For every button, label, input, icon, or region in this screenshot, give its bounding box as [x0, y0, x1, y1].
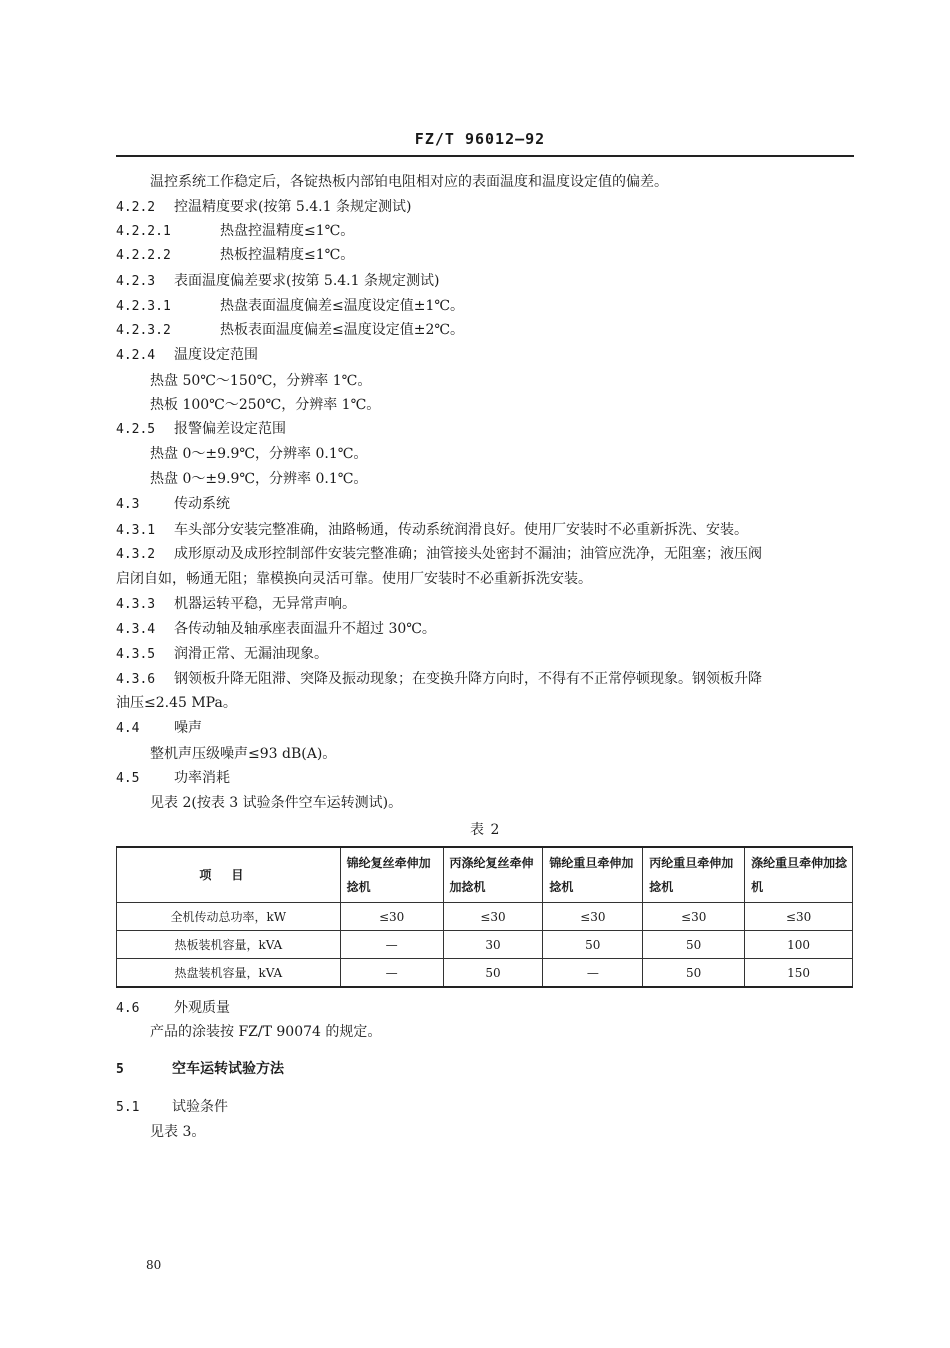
table-cell: 50 — [443, 959, 543, 988]
header-rule — [116, 155, 854, 157]
section-4-2-3: 4.2.3 表面温度偏差要求(按第 5.4.1 条规定测试) — [116, 273, 440, 289]
section-5-heading: 5 空车运转试验方法 — [116, 1061, 284, 1077]
table-header-cell: 项目 — [117, 847, 341, 903]
section-4-5: 4.5 功率消耗 — [116, 770, 230, 786]
section-4-3-1: 4.3.1 车头部分安装完整准确，油路畅通，传动系统润滑良好。使用厂安装时不必重新拆洗、安装。 — [116, 522, 748, 538]
table-cell: 50 — [543, 931, 643, 959]
section-4-3-6: 4.3.6 钢领板升降无阻滞、突降及振动现象；在变换升降方向时，不得有不正常停顿现象。钢领板升降 — [116, 671, 762, 687]
section-4-2-2: 4.2.2 控温精度要求(按第 5.4.1 条规定测试) — [116, 199, 412, 215]
table-header-cell: 涤纶重旦牵伸加捻机 — [745, 847, 853, 903]
paragraph-line: 见表 2(按表 3 试验条件空车运转测试)。 — [150, 795, 403, 811]
paragraph-line: 油压≤2.45 MPa。 — [116, 695, 237, 711]
table-cell: 热板装机容量，kVA — [117, 931, 341, 959]
section-5-1: 5.1 试验条件 — [116, 1099, 228, 1115]
paragraph-line: 热盘 0～±9.9℃，分辨率 0.1℃。 — [150, 446, 368, 462]
section-4-4: 4.4 噪声 — [116, 720, 202, 736]
table-cell: 全机传动总功率，kW — [117, 903, 341, 931]
section-4-2-4: 4.2.4 温度设定范围 — [116, 347, 258, 363]
table-cell: — — [340, 931, 443, 959]
section-4-2-2-2: 4.2.2.2 热板控温精度≤1℃。 — [116, 247, 355, 263]
section-4-3-5: 4.3.5 润滑正常、无漏油现象。 — [116, 646, 328, 662]
table-caption: 表 2 — [470, 822, 501, 838]
table-row — [117, 903, 853, 931]
table-cell: ≤30 — [443, 903, 543, 931]
table-cell: 50 — [643, 959, 745, 988]
paragraph-line: 见表 3。 — [150, 1124, 206, 1140]
paragraph-line: 热盘 0～±9.9℃，分辨率 0.1℃。 — [150, 471, 368, 487]
paragraph-line: 热板 100℃～250℃，分辨率 1℃。 — [150, 397, 381, 413]
section-4-2-3-1: 4.2.3.1 热盘表面温度偏差≤温度设定值±1℃。 — [116, 298, 465, 314]
section-4-3-3: 4.3.3 机器运转平稳，无异常声响。 — [116, 596, 356, 612]
section-4-2-2-1: 4.2.2.1 热盘控温精度≤1℃。 — [116, 223, 355, 239]
table-cell: ≤30 — [543, 903, 643, 931]
document-code: FZ/T 96012—92 — [414, 130, 546, 148]
table-header-cell: 锦纶复丝牵伸加捻机 — [340, 847, 443, 903]
table-cell: 100 — [745, 931, 853, 959]
table-row — [117, 959, 853, 988]
paragraph-line: 产品的涂装按 FZ/T 90074 的规定。 — [150, 1024, 382, 1040]
table-cell: — — [340, 959, 443, 988]
table-cell: ≤30 — [745, 903, 853, 931]
paragraph-line: 热盘 50℃～150℃，分辨率 1℃。 — [150, 373, 372, 389]
table-cell: — — [543, 959, 643, 988]
section-4-3-4: 4.3.4 各传动轴及轴承座表面温升不超过 30℃。 — [116, 621, 436, 637]
section-4-3-2: 4.3.2 成形原动及成形控制部件安装完整准确；油管接头处密封不漏油；油管应洗净，无阻塞；液压阀 — [116, 546, 762, 562]
paragraph-line: 温控系统工作稳定后，各锭热板内部铂电阻相对应的表面温度和温度设定值的偏差。 — [150, 174, 668, 190]
page-number: 80 — [146, 1258, 162, 1272]
table-cell: 30 — [443, 931, 543, 959]
table-row — [117, 931, 853, 959]
paragraph-line: 整机声压级噪声≤93 dB(A)。 — [150, 746, 337, 762]
section-4-2-5: 4.2.5 报警偏差设定范围 — [116, 421, 286, 437]
section-4-2-3-2: 4.2.3.2 热板表面温度偏差≤温度设定值±2℃。 — [116, 322, 465, 338]
section-4-3: 4.3 传动系统 — [116, 496, 230, 512]
section-4-6: 4.6 外观质量 — [116, 1000, 230, 1016]
table-cell: ≤30 — [643, 903, 745, 931]
table-header-row — [117, 847, 853, 903]
table-header-cell: 丙纶重旦牵伸加捻机 — [643, 847, 745, 903]
table-cell: ≤30 — [340, 903, 443, 931]
table-2 — [116, 846, 853, 988]
table-cell: 150 — [745, 959, 853, 988]
paragraph-line: 启闭自如，畅通无阻；靠模换向灵活可靠。使用厂安装时不必重新拆洗安装。 — [116, 571, 592, 587]
table-cell: 50 — [643, 931, 745, 959]
table-header-cell: 丙涤纶复丝牵伸加捻机 — [443, 847, 543, 903]
table-header-cell: 锦纶重旦牵伸加捻机 — [543, 847, 643, 903]
table-cell: 热盘装机容量，kVA — [117, 959, 341, 988]
